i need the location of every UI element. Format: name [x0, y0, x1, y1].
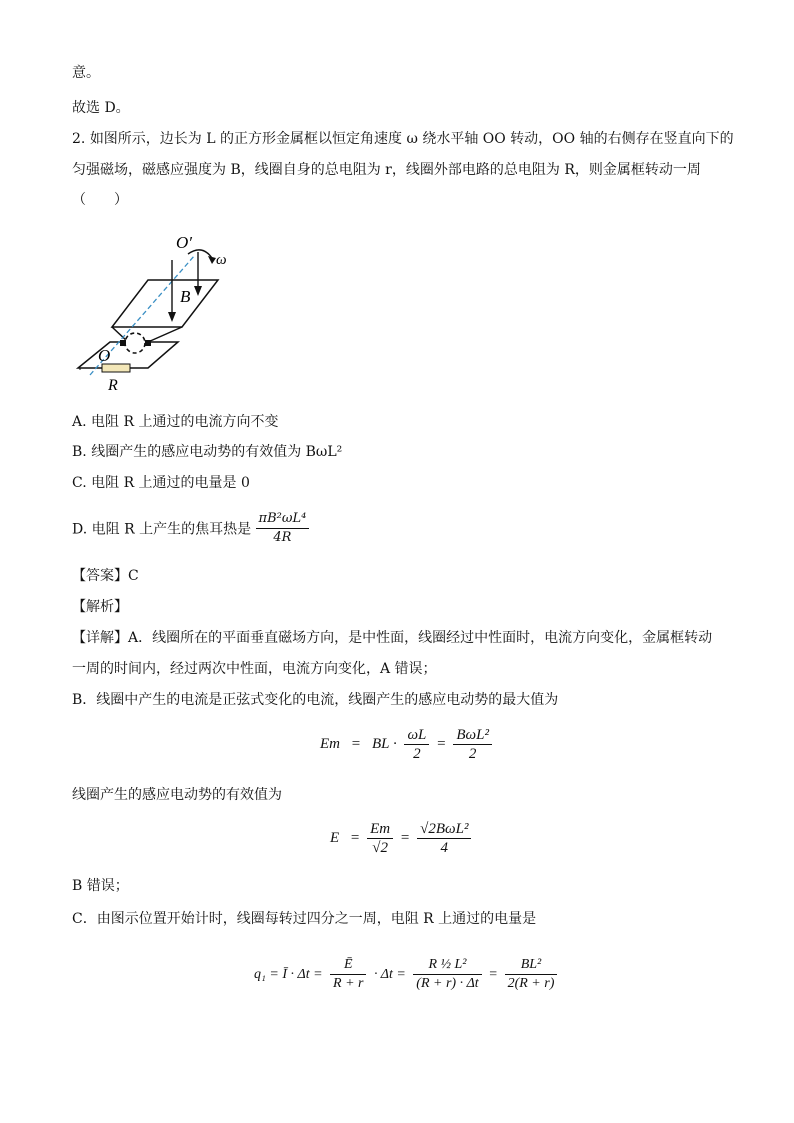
equation-em — [316, 726, 492, 763]
fraction-numerator: ωL — [404, 726, 429, 745]
detail-line: C．由图示位置开始计时，线圈每转过四分之一周，电阻 R 上通过的电量是 — [72, 911, 537, 927]
label-r: R — [108, 377, 118, 394]
answer: 【答案】C — [72, 568, 139, 584]
fraction-denominator: √2 — [372, 840, 388, 856]
fraction-denominator: 4R — [273, 530, 292, 545]
question-line — [72, 129, 734, 149]
eq-fraction — [453, 726, 492, 763]
option-c: C. 电阻 R 上通过的电量是 0 — [72, 475, 250, 491]
fraction-denominator: (R + r) · Δt — [416, 976, 479, 991]
eq-equals: = — [437, 736, 446, 752]
label-omega: ω — [216, 252, 227, 268]
resistor — [102, 364, 130, 372]
option-a: A. 电阻 R 上通过的电流方向不变 — [72, 414, 279, 430]
fraction-numerator: BL² — [505, 956, 558, 975]
rotating-frame-figure — [70, 230, 240, 395]
question-number: 2. — [72, 131, 86, 147]
eq-equals: = — [351, 736, 361, 752]
field-plate — [112, 280, 218, 327]
text-line: 意。 — [72, 65, 100, 81]
eq-fraction — [367, 820, 393, 857]
eq-lhs: Em — [320, 736, 340, 752]
fraction-numerator: πB²ωL⁴ — [256, 510, 310, 529]
eq-fraction — [330, 956, 366, 993]
fraction-denominator: 2(R + r) — [507, 976, 555, 991]
label-o: O — [98, 346, 111, 365]
fraction-denominator: R + r — [333, 976, 364, 991]
equation-e — [326, 820, 471, 857]
detail-line: 【详解】A．线圈所在的平面垂直磁场方向，是中性面，线圈经过中性面时，电流方向变化，金属框转动 — [72, 630, 713, 646]
detail-line: 线圈产生的感应电动势的有效值为 — [72, 787, 282, 803]
fraction-denominator: 4 — [440, 840, 449, 856]
fraction-denominator: 2 — [468, 746, 477, 762]
label-o-prime: O′ — [176, 233, 192, 252]
option-d-text: D. 电阻 R 上产生的焦耳热是 — [72, 521, 252, 538]
fraction-numerator: BωL² — [453, 726, 492, 745]
detail-line: B．线圈中产生的电流是正弦式变化的电流，线圈产生的感应电动势的最大值为 — [72, 692, 559, 708]
fraction-numerator: Em — [367, 820, 393, 839]
label-b: B — [180, 287, 191, 306]
eq-fraction — [404, 726, 429, 763]
eq-equals: = — [489, 966, 498, 982]
slip-ring — [125, 333, 145, 353]
eq-lhs: q₁ = Ī · Δt = — [254, 966, 323, 982]
eq-term: BL · — [371, 736, 397, 752]
option-d — [72, 510, 309, 547]
text-line: 故选 D。 — [72, 100, 130, 116]
fraction-numerator: R ½ L² — [413, 956, 481, 975]
equation-q1 — [250, 956, 557, 993]
fraction-denominator: 2 — [413, 746, 421, 762]
question-line: 匀强磁场，磁感应强度为 B，线圈自身的总电阻为 r，线圈外部电路的总电阻为 R，则金属框转动一周 — [72, 162, 701, 178]
option-b: B. 线圈产生的感应电动势的有效值为 BωL² — [72, 444, 343, 460]
fraction-numerator: √2BωL² — [417, 820, 471, 839]
detail-line: 一周的时间内，经过两次中性面，电流方向变化，A 错误； — [72, 661, 437, 677]
analysis-title: 【解析】 — [72, 599, 128, 615]
detail-line: B 错误； — [72, 878, 129, 894]
question-blank: （ ） — [72, 192, 128, 208]
eq-fraction — [417, 820, 471, 857]
eq-fraction — [413, 956, 481, 993]
eq-lhs: E — [330, 830, 340, 846]
eq-fraction — [505, 956, 558, 993]
eq-equals: = — [400, 830, 410, 846]
question-text: 如图所示，边长为 L 的正方形金属框以恒定角速度 ω 绕水平轴 OO 转动，OO 轴的右侧存在竖直向下的 — [89, 131, 734, 147]
option-d-fraction — [256, 510, 310, 547]
fraction-numerator: Ē — [330, 956, 366, 975]
eq-mid: · Δt = — [373, 966, 406, 982]
eq-equals: = — [350, 830, 360, 846]
